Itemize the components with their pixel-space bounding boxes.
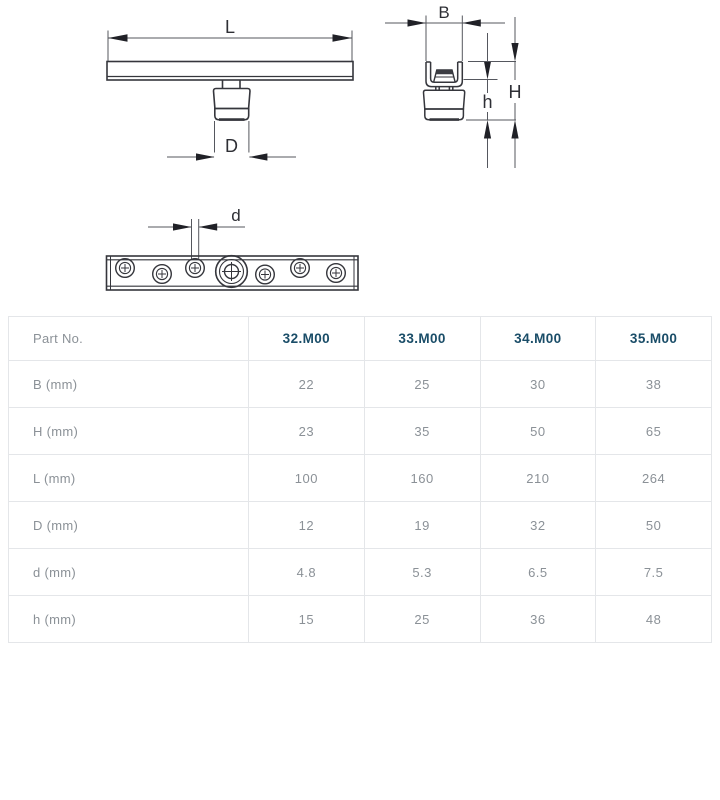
value-cell: 38	[596, 361, 712, 408]
value-cell: 100	[249, 455, 365, 502]
value-cell: 6.5	[480, 549, 596, 596]
dimension-label-D: D	[225, 136, 238, 156]
end-view-drawing	[385, 3, 522, 168]
value-cell: 48	[596, 596, 712, 643]
table-row	[9, 361, 712, 408]
mounting-hole	[116, 259, 135, 278]
row-label-D: D (mm)	[9, 502, 249, 549]
row-label-H: H (mm)	[9, 408, 249, 455]
plan-view-drawing	[107, 206, 359, 290]
side-view-drawing	[107, 17, 353, 161]
value-cell: 210	[480, 455, 596, 502]
technical-drawings	[0, 0, 720, 312]
value-cell: 160	[364, 455, 480, 502]
value-cell: 15	[249, 596, 365, 643]
column-header-part-0: 32.M00	[249, 317, 365, 361]
value-cell: 22	[249, 361, 365, 408]
column-header-part-no: Part No.	[9, 317, 249, 361]
barrel-knob	[424, 87, 465, 120]
dimension-label-H: H	[508, 82, 522, 102]
mounting-strip	[107, 256, 359, 290]
mounting-holes	[116, 256, 346, 288]
rail-bar-side	[107, 62, 353, 81]
dimension-label-L: L	[224, 17, 236, 37]
column-header-part-2: 34.M00	[480, 317, 596, 361]
row-label-B: B (mm)	[9, 361, 249, 408]
value-cell: 12	[249, 502, 365, 549]
table-row	[9, 549, 712, 596]
value-cell: 30	[480, 361, 596, 408]
dimension-label-h: h	[482, 92, 493, 112]
row-label-L: L (mm)	[9, 455, 249, 502]
mounting-hole	[291, 259, 310, 278]
value-cell: 7.5	[596, 549, 712, 596]
value-cell: 50	[480, 408, 596, 455]
value-cell: 32	[480, 502, 596, 549]
table-header-row	[9, 317, 712, 361]
mounting-hole	[186, 259, 205, 278]
column-header-part-3: 35.M00	[596, 317, 712, 361]
spec-table	[8, 316, 712, 643]
track-channel	[426, 62, 462, 87]
dimension-label-B: B	[438, 3, 450, 22]
value-cell: 25	[364, 596, 480, 643]
value-cell: 264	[596, 455, 712, 502]
value-cell: 5.3	[364, 549, 480, 596]
value-cell: 36	[480, 596, 596, 643]
value-cell: 50	[596, 502, 712, 549]
value-cell: 23	[249, 408, 365, 455]
column-header-part-1: 33.M00	[364, 317, 480, 361]
value-cell: 25	[364, 361, 480, 408]
mounting-hole	[153, 265, 172, 284]
mounting-hole	[327, 264, 346, 283]
table-row	[9, 502, 712, 549]
row-label-h: h (mm)	[9, 596, 249, 643]
hanger-barrel-side	[214, 80, 251, 120]
table-row	[9, 455, 712, 502]
value-cell: 35	[364, 408, 480, 455]
dimension-d	[148, 219, 245, 259]
roller-wheel	[434, 70, 456, 82]
mounting-hole	[256, 265, 275, 284]
table-row	[9, 596, 712, 643]
row-label-d: d (mm)	[9, 549, 249, 596]
value-cell: 4.8	[249, 549, 365, 596]
table-row	[9, 408, 712, 455]
center-hole	[216, 256, 248, 288]
dimension-label-d: d	[231, 206, 241, 225]
value-cell: 19	[364, 502, 480, 549]
value-cell: 65	[596, 408, 712, 455]
